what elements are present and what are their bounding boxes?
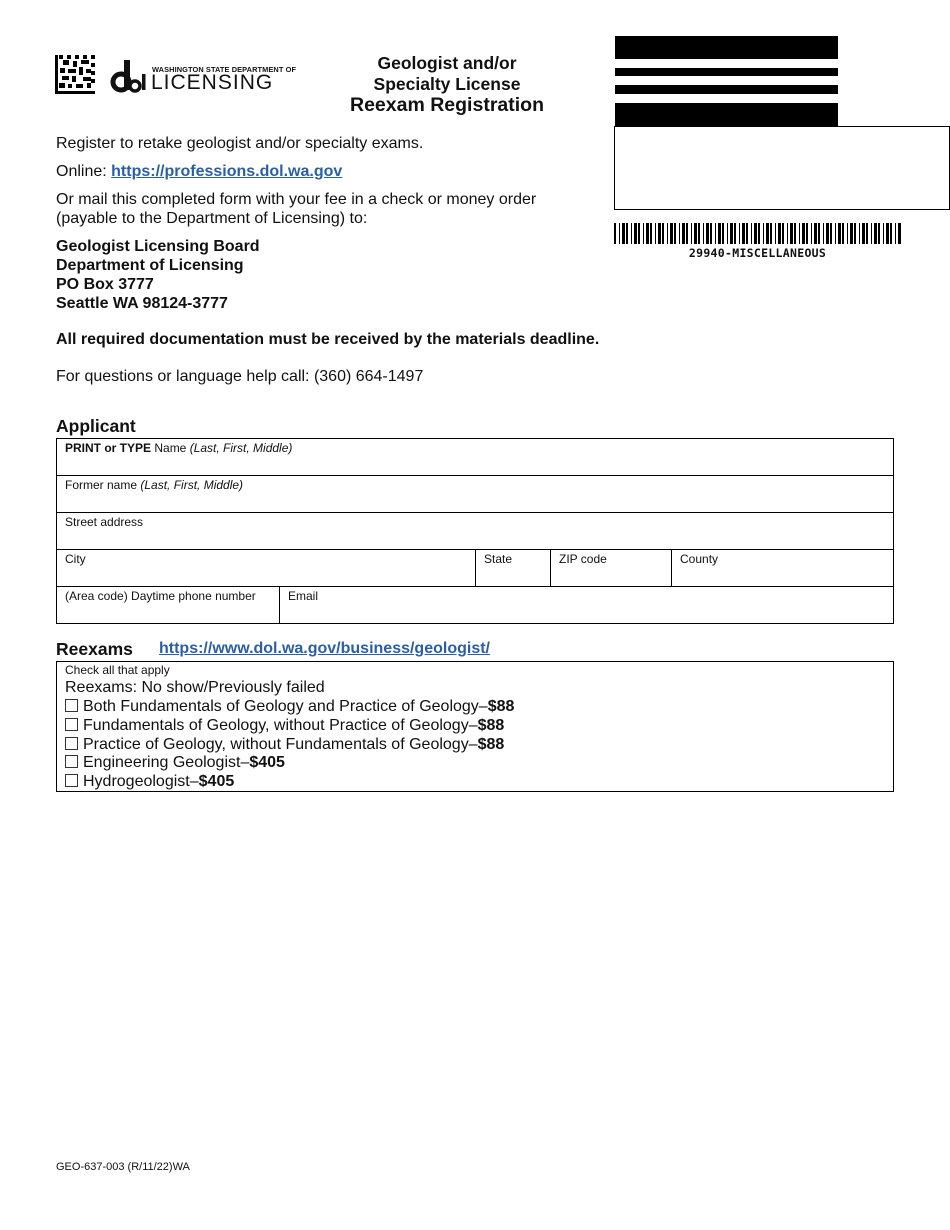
reexams-heading: Reexams	[56, 639, 133, 659]
city-state-row	[57, 550, 893, 587]
check-all-label: Check all that apply	[65, 663, 170, 677]
barcode-stripe	[670, 223, 673, 244]
barcode-stripe	[751, 223, 752, 244]
reexam-option[interactable]	[65, 772, 234, 791]
barcode-stripe	[622, 223, 625, 244]
online-label: Online:	[56, 163, 112, 180]
city-field[interactable]	[57, 550, 476, 586]
barcode-stripe	[619, 223, 620, 244]
option-price: $405	[249, 754, 285, 771]
checkbox[interactable]	[65, 755, 78, 768]
mailing-address	[56, 237, 260, 313]
barcode-stripe	[638, 223, 640, 244]
barcode-stripe	[854, 223, 856, 244]
barcode-stripe	[862, 223, 865, 244]
barcode-stripe	[727, 223, 728, 244]
barcode-stripe	[775, 223, 776, 244]
name-label-text: Name	[151, 441, 190, 455]
barcode-stripe	[794, 223, 796, 244]
applicant-form	[56, 438, 894, 624]
barcode-stripe	[835, 223, 836, 244]
address-line: Seattle WA 98124-3777	[56, 295, 228, 312]
phone-field[interactable]	[57, 587, 280, 623]
option-sep: –	[478, 698, 488, 715]
option-price: $88	[477, 736, 505, 753]
form-id: GEO-637-003 (R/11/22)WA	[56, 1161, 190, 1173]
barcode-stripe	[722, 223, 724, 244]
barcode-stripe	[758, 223, 760, 244]
barcode-stripe	[850, 223, 853, 244]
intro-line: Register to retake geologist and/or specialty exams.	[56, 135, 424, 152]
barcode-stripe	[811, 223, 812, 244]
barcode-stripe	[866, 223, 868, 244]
barcode-stripe	[742, 223, 745, 244]
reexams-link-text[interactable]: https://www.dol.wa.gov/business/geologist/	[159, 640, 490, 657]
logo-agency-big: LICENSING	[151, 71, 274, 94]
barcode-stripe	[847, 223, 848, 244]
office-use-bar	[615, 103, 838, 126]
state-field[interactable]	[476, 550, 551, 586]
barcode-stripe	[746, 223, 748, 244]
barcode-stripe	[655, 223, 656, 244]
name-label-bold: PRINT or TYPE	[65, 441, 152, 455]
barcode-stripe	[691, 223, 692, 244]
title-line-1: Geologist and/or	[377, 53, 517, 73]
barcode-stripe	[706, 223, 709, 244]
name-field[interactable]	[57, 439, 893, 476]
barcode-stripe	[874, 223, 877, 244]
barcode-stripe	[730, 223, 733, 244]
form-title	[318, 53, 576, 116]
barcode-stripe	[679, 223, 680, 244]
barcode-stripe	[650, 223, 652, 244]
mail-line-1: Or mail this completed form with your fee in a check or money order	[56, 191, 537, 208]
barcode-stripe	[802, 223, 805, 244]
barcode-stripe	[895, 223, 896, 244]
deadline-notice: All required documentation must be received by the materials deadline.	[56, 331, 600, 348]
barcode-stripe	[842, 223, 844, 244]
reexam-option[interactable]	[65, 735, 504, 754]
title-line-3: Reexam Registration	[350, 94, 544, 116]
street-address-field[interactable]	[57, 513, 893, 550]
barcode-stripe	[662, 223, 664, 244]
contact-row	[57, 587, 893, 623]
logo-agency-small: WASHINGTON STATE DEPARTMENT OF	[152, 65, 297, 74]
barcode-stripe	[710, 223, 712, 244]
option-price: $88	[477, 717, 505, 734]
email-field[interactable]	[280, 587, 893, 623]
barcode-stripe	[778, 223, 781, 244]
barcode-stripe	[631, 223, 632, 244]
option-label: Engineering Geologist	[83, 754, 241, 771]
barcode-stripe	[838, 223, 841, 244]
barcode-stripe	[890, 223, 892, 244]
barcode-stripe	[871, 223, 872, 244]
barcode-stripe	[823, 223, 824, 244]
option-price: $405	[198, 773, 235, 790]
former-name-hint: (Last, First, Middle)	[140, 478, 244, 492]
barcode-stripe	[763, 223, 764, 244]
address-line: Department of Licensing	[56, 257, 244, 274]
office-use-bar	[615, 85, 838, 94]
barcode-stripe	[674, 223, 676, 244]
barcode-stripe	[734, 223, 736, 244]
address-line: PO Box 3777	[56, 276, 154, 293]
email-label: Email	[288, 589, 319, 603]
barcode-stripe	[859, 223, 860, 244]
barcode-stripe	[626, 223, 628, 244]
city-label: City	[65, 552, 86, 566]
barcode-stripe	[634, 223, 637, 244]
barcode-stripe	[643, 223, 644, 244]
barcode-stripe	[754, 223, 757, 244]
barcode-stripe	[682, 223, 685, 244]
barcode-stripe	[799, 223, 800, 244]
barcode-stripe	[814, 223, 817, 244]
county-field[interactable]	[672, 550, 893, 586]
questions-line: For questions or language help call: (360) 664-1497	[56, 368, 424, 385]
address-line: Geologist Licensing Board	[56, 238, 260, 255]
barcode-stripe	[718, 223, 721, 244]
reexams-box	[56, 661, 894, 792]
checkbox[interactable]	[65, 774, 78, 787]
online-line	[56, 162, 342, 181]
barcode-stripe	[878, 223, 880, 244]
option-label: Practice of Geology, without Fundamentals of Geology	[83, 736, 469, 753]
barcode-stripe	[667, 223, 668, 244]
barcode-stripe	[883, 223, 884, 244]
option-sep: –	[468, 736, 478, 753]
reexam-option[interactable]	[65, 697, 514, 716]
former-name-label	[65, 478, 243, 492]
barcode-stripe	[694, 223, 697, 244]
phone-label: (Area code) Daytime phone number	[65, 589, 256, 603]
barcode-stripe	[826, 223, 829, 244]
option-sep: –	[189, 773, 199, 790]
form-qr-code	[55, 55, 95, 94]
applicant-heading: Applicant	[56, 416, 136, 436]
option-sep: –	[240, 754, 250, 771]
barcode-stripe	[886, 223, 889, 244]
checkbox[interactable]	[65, 718, 78, 731]
barcode-stripe	[770, 223, 772, 244]
barcode-stripe	[703, 223, 704, 244]
state-label: State	[484, 552, 513, 566]
dol-logo-mark	[110, 60, 148, 94]
barcode-stripe	[787, 223, 788, 244]
option-sep: –	[468, 717, 478, 734]
barcode-stripe	[766, 223, 769, 244]
barcode-stripe	[818, 223, 820, 244]
zip-label: ZIP code	[559, 552, 607, 566]
barcode-stripe	[614, 223, 616, 244]
option-label: Fundamentals of Geology, without Practice of Geology	[83, 717, 469, 734]
reexams-subheading: Reexams: No show/Previously failed	[65, 679, 325, 696]
barcode-stripe	[715, 223, 716, 244]
option-label: Hydrogeologist	[83, 773, 190, 790]
barcode	[614, 223, 901, 244]
option-price: $88	[487, 698, 515, 715]
barcode-text: 29940-MISCELLANEOUS	[688, 246, 827, 260]
former-name-field[interactable]	[57, 476, 893, 513]
dol-logo	[110, 60, 297, 94]
reexam-option[interactable]	[65, 716, 504, 735]
barcode-stripe	[790, 223, 793, 244]
reexam-option[interactable]	[65, 753, 285, 772]
name-label	[65, 441, 292, 455]
mail-line-2: (payable to the Department of Licensing) to:	[56, 210, 368, 227]
reexams-link[interactable]	[159, 640, 490, 658]
street-address-label: Street address	[65, 515, 144, 529]
checkbox[interactable]	[65, 737, 78, 750]
barcode-stripe	[658, 223, 661, 244]
option-label: Both Fundamentals of Geology and Practice of Geology	[83, 698, 479, 715]
office-use-box	[614, 126, 950, 210]
barcode-stripe	[646, 223, 649, 244]
title-line-2: Specialty License	[373, 74, 521, 94]
barcode-stripe	[739, 223, 740, 244]
office-use-bar	[615, 68, 838, 76]
barcode-stripe	[698, 223, 700, 244]
former-name-text: Former name	[65, 478, 141, 492]
barcode-stripe	[782, 223, 784, 244]
county-label: County	[680, 552, 719, 566]
name-hint: (Last, First, Middle)	[189, 441, 293, 455]
zip-field[interactable]	[551, 550, 672, 586]
office-use-bar	[615, 36, 838, 59]
barcode-stripe	[686, 223, 688, 244]
barcode-stripe	[898, 223, 901, 244]
barcode-stripe	[830, 223, 832, 244]
checkbox[interactable]	[65, 699, 78, 712]
online-link[interactable]: https://professions.dol.wa.gov	[111, 163, 343, 180]
barcode-stripe	[806, 223, 808, 244]
